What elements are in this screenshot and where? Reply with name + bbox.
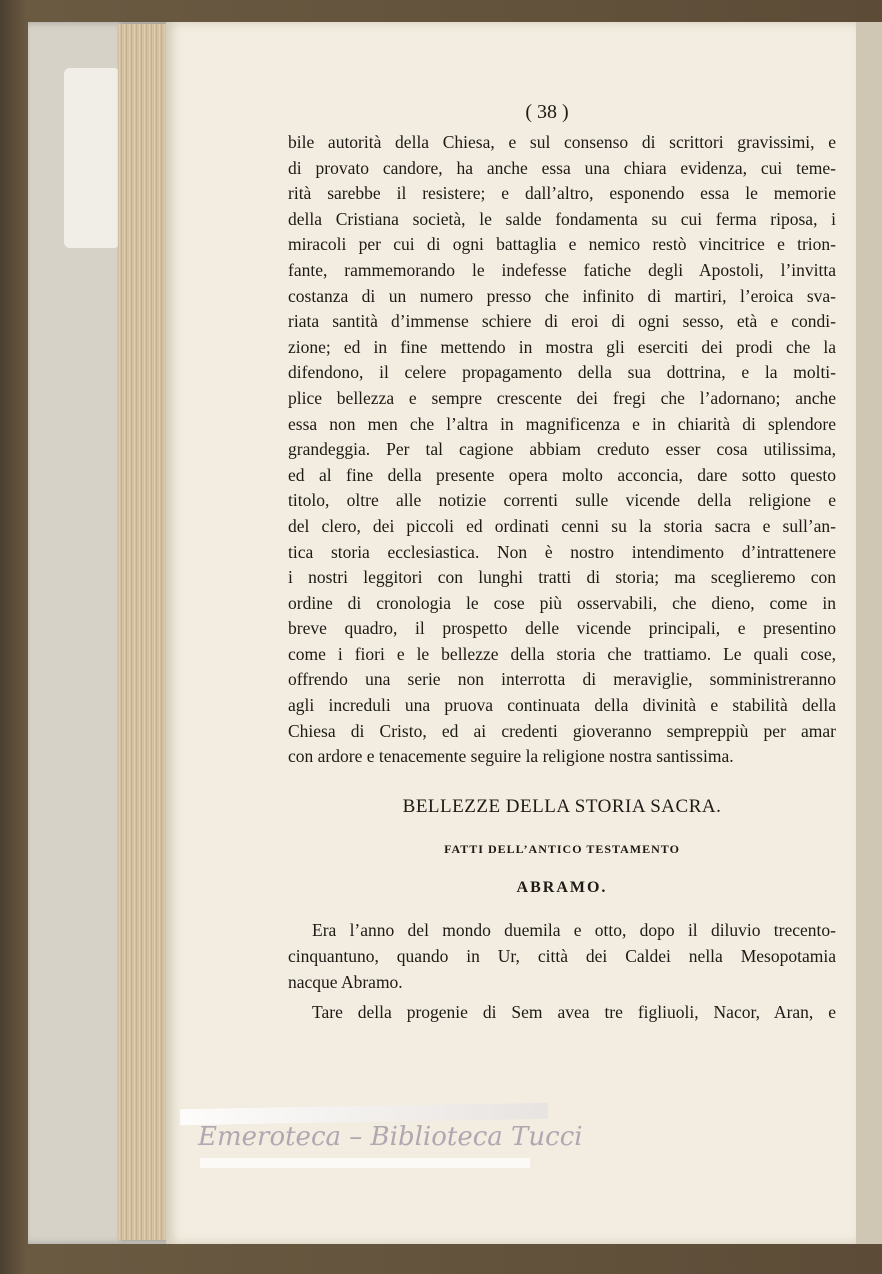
text-line: costanza di un numero presso che infinito di martiri, l’eroica sva-: [288, 285, 836, 306]
text-line: breve quadro, il prospetto delle vicende principali, e presentino: [288, 618, 836, 639]
text-line: fante, rammemorando le indefesse fatiche degli Apostoli, l’invitta: [288, 259, 836, 280]
text-line: rità sarebbe il resistere; e dall’altro, esponendo essa le memorie: [288, 183, 836, 204]
text-line: plice bellezza e sempre crescente dei fregi che l’adornano; anche: [288, 387, 836, 408]
text-line: miracoli per cui di ogni battaglia e nemico restò vincitrice e trion-: [288, 234, 836, 255]
stamp-text: Emeroteca – Biblioteca Tucci: [198, 1122, 583, 1152]
text-line: Chiesa di Cristo, ed ai credenti gioveranno sempreppiù per amar: [288, 720, 836, 741]
right-page-edge: [856, 22, 882, 1244]
text-line: ordine di cronologia le cose più osservabili, che dieno, come in: [288, 592, 836, 613]
library-stamp: [180, 1096, 583, 1176]
page-edges: [118, 24, 168, 1240]
section-title: BELLEZZE DELLA STORIA SACRA.: [402, 795, 722, 817]
text-line: della Cristiana società, le salde fondamenta su cui ferma riposa, i: [288, 208, 836, 229]
text-line: offrendo una serie non interrotta di meraviglie, somministreranno: [288, 669, 836, 690]
text-line: bile autorità della Chiesa, e sul consenso di scrittori gravissimi, e: [288, 132, 836, 152]
stamp-tape-lower: [200, 1158, 530, 1168]
text-line: i nostri leggitori con lunghi tratti di storia; ma sceglieremo con: [288, 567, 836, 588]
chapter-heading: ABRAMO.: [516, 878, 608, 896]
text-line: Tare della progenie di Sem avea tre figliuoli, Nacor, Aran, e: [312, 1001, 836, 1022]
paragraph-intro: [288, 130, 836, 770]
page-text: [288, 98, 836, 1025]
text-line: di provato candore, ha anche essa una chiara evidenza, cui teme-: [288, 157, 836, 178]
text-line: titolo, oltre alle notizie correnti sulle vicende della religione e: [288, 490, 836, 511]
text-line: con ardore e tenacemente seguire la religione nostra santissima.: [288, 746, 734, 767]
text-line: Era l’anno del mondo duemila e otto, dopo il diluvio trecento-: [312, 919, 836, 940]
text-line: riata santità d’immense schiere di eroi di ogni sesso, età e condi-: [288, 311, 836, 332]
text-line: come i fiori e le bellezze della storia che trattiamo. Le quali cose,: [288, 643, 836, 664]
text-line: difendono, il celere propagamento della sua dottrina, e la molti-: [288, 362, 836, 383]
text-line: nacque Abramo.: [288, 971, 403, 992]
text-line: zione; ed in fine mettendo in mostra gli eserciti dei prodi che la: [288, 336, 836, 357]
text-line: essa non men che l’altra in magnificenza e in chiarità di splendore: [288, 413, 836, 434]
paragraph-tare: [288, 999, 836, 1025]
text-line: grandeggia. Per tal cagione abbiam creduto esser cosa utilissima,: [288, 439, 836, 460]
text-line: del clero, dei piccoli ed ordinati cenni su la storia sacra e sull’an-: [288, 515, 836, 536]
section-subtitle: FATTI DELL’ANTICO TESTAMENTO: [444, 841, 680, 856]
page-number: ( 38 ): [525, 101, 569, 123]
paragraph-abramo: [288, 917, 836, 995]
paper-tab: [64, 68, 120, 248]
text-line: ed al fine della presente opera molto acconcia, dare sotto questo: [288, 464, 836, 485]
text-line: cinquantuno, quando in Ur, città dei Caldei nella Mesopotamia: [288, 945, 836, 966]
text-line: agli increduli una pruova continuata della divinità e stabilità della: [288, 695, 836, 716]
text-line: tica storia ecclesiastica. Non è nostro intendimento d’intrattenere: [288, 541, 836, 562]
